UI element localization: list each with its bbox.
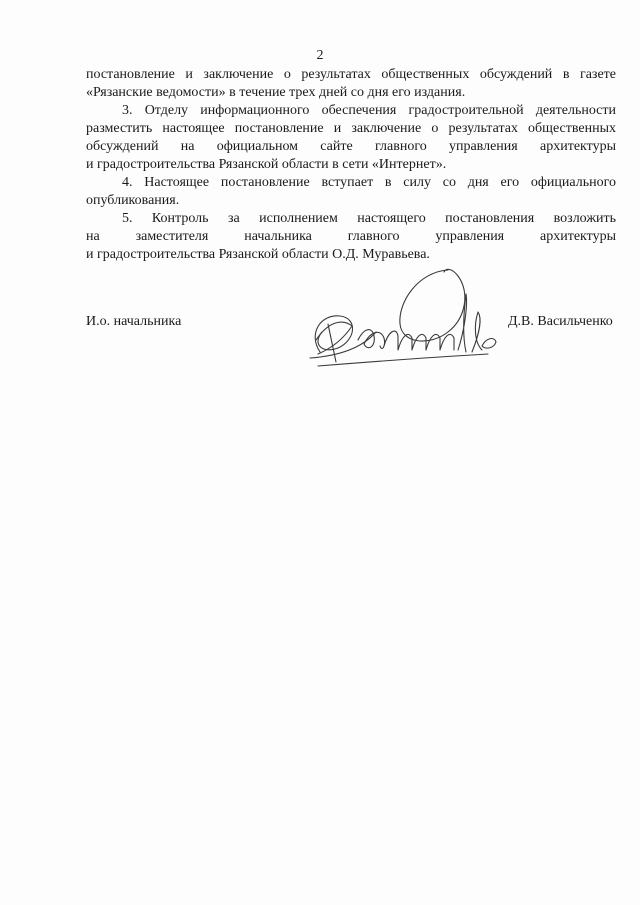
body-line-2: «Рязанские ведомости» в течение трех дней со дня его издания. [86,85,466,100]
handwritten-signature [298,262,498,380]
item-3-line-2: разместить настоящее постановление и заключение о результатах общественных [86,121,616,136]
signer-name: Д.В. Васильченко [508,314,613,329]
item-3-line-3: обсуждений на официальном сайте главного управления архитектуры [86,139,616,154]
item-3-line-1: 3. Отделу информационного обеспечения градостроительной деятельности [122,103,616,118]
item-3-line-4: и градостроительства Рязанской области в сети «Интернет». [86,157,447,172]
item-5-line-2: на заместителя начальника главного управления архитектуры [86,229,616,244]
item-4-line-2: опубликования. [86,193,180,208]
item-5-line-3: и градостроительства Рязанской области О.Д. Муравьева. [86,247,430,262]
body-line-1: постановление и заключение о результатах общественных обсуждений в газете [86,67,616,82]
item-5-line-1: 5. Контроль за исполнением настоящего постановления возложить [122,211,616,226]
item-4-line-1: 4. Настоящее постановление вступает в силу со дня его официального [122,175,616,190]
page-number: 2 [316,48,324,63]
signer-title: И.о. начальника [86,314,182,329]
